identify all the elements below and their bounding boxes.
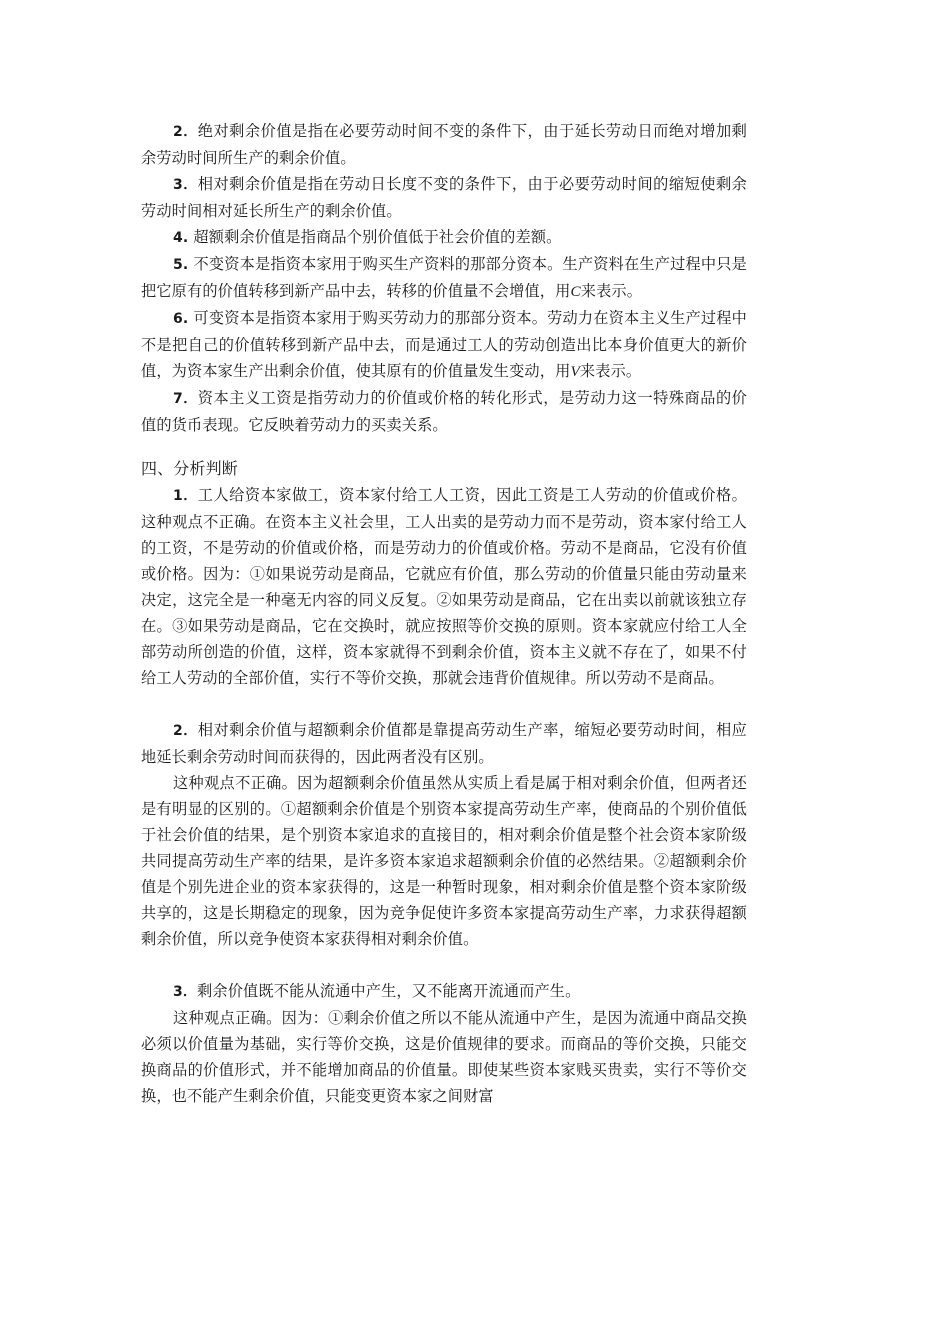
definition-text-end: 来表示。 xyxy=(580,282,643,300)
definition-text: 超额剩余价值是指商品个别价值低于社会价值的差额。 xyxy=(193,228,562,246)
item-number: 7． xyxy=(173,391,198,407)
item-number: 2． xyxy=(173,723,198,739)
item-number: 6. xyxy=(173,311,194,327)
definition-6 xyxy=(141,305,747,385)
definition-text: 不变资本是指资本家用于购买生产资料的那部分资本。生产资料在生产过程中只是把它原有的价值转移到新产品中去，转移的价值量不会增值，用 xyxy=(141,255,748,300)
definition-text: 相对剩余价值是指在劳动日长度不变的条件下，由于必要劳动时间的缩短使剩余劳动时间相对延长所生产的剩余价值。 xyxy=(141,175,748,220)
item-number: 3． xyxy=(173,177,198,193)
analysis-item-3-statement xyxy=(141,978,747,1005)
item-number: 4. xyxy=(173,230,194,246)
definition-3 xyxy=(141,171,747,224)
document-page xyxy=(141,118,747,1109)
definition-2 xyxy=(141,118,747,171)
analysis-item-3-answer: 这种观点正确。因为：①剩余价值之所以不能从流通中产生，是因为流通中商品交换必须以价值量为基础，实行等价交换，这是价值规律的要求。而商品的等价交换，只能交换商品的价值形式，并不能增加商品的价值量。即使某些资本家贱买贵卖，实行不等价交换，也不能产生剩余价值，只能变更资本家之间财富 xyxy=(141,1009,747,1105)
item-number: 1． xyxy=(173,488,198,504)
analysis-text: 工人给资本家做工，资本家付给工人工资，因此工资是工人劳动的价值或价格。这种观点不正确。在资本主义社会里，工人出卖的是劳动力而不是劳动，资本家付给工人的工资，不是劳动的价值或价格，而是劳动力的价值或价格。劳动不是商品，它没有价值或价格。因为：①如果说劳动是商品，它就应有价值，那么劳动的价值量只能由劳动量来决定，这完全是一种毫无内容的同义反复。②如果劳动是商品，它在出卖以前就该独立存在。③如果劳动是商品，它在交换时，就应按照等价交换的原则。资本家就应付给工人全部劳动所创造的价值，这样，资本家就得不到剩余价值，资本主义就不存在了，如果不付给工人劳动的全部价值，实行不等价交换，那就会违背价值规律。所以劳动不是商品。 xyxy=(141,486,748,687)
analysis-statement: 相对剩余价值与超额剩余价值都是靠提高劳动生产率，缩短必要劳动时间，相应地延长剩余劳动时间而获得的，因此两者没有区别。 xyxy=(141,721,748,766)
definition-4 xyxy=(141,224,747,251)
variable-symbol: C xyxy=(570,283,581,300)
analysis-statement: 剩余价值既不能从流通中产生，又不能离开流通而产生。 xyxy=(197,982,581,1000)
definition-7 xyxy=(141,385,747,438)
definition-text: 绝对剩余价值是指在必要劳动时间不变的条件下，由于延长劳动日而绝对增加剩余劳动时间所生产的剩余价值。 xyxy=(141,122,748,167)
definition-text-end: 来表示。 xyxy=(579,362,642,380)
item-number: 5. xyxy=(173,257,194,273)
analysis-item-2-answer: 这种观点不正确。因为超额剩余价值虽然从实质上看是属于相对剩余价值，但两者还是有明显的区别的。①超额剩余价值是个别资本家提高劳动生产率，使商品的个别价值低于社会价值的结果，是个别资本家追求的直接目的，相对剩余价值是整个社会资本家阶级共同提高劳动生产率的结果，是许多资本家追求超额剩余价值的必然结果。②超额剩余价值是个别先进企业的资本家获得的，这是一种暂时现象，相对剩余价值是整个资本家阶级共享的，这是长期稳定的现象，因为竞争促使许多资本家提高劳动生产率，力求获得超额剩余价值，所以竞争使资本家获得相对剩余价值。 xyxy=(141,774,747,948)
analysis-item-2-statement xyxy=(141,717,747,770)
analysis-item-1 xyxy=(141,482,747,691)
definition-text: 可变资本是指资本家用于购买劳动力的那部分资本。劳动力在资本主义生产过程中不是把自己的价值转移到新产品中去，而是通过工人的劳动创造出比本身价值更大的新价值，为资本家生产出剩余价值，使其原有的价值量发生变动，用 xyxy=(141,309,748,380)
section-heading: 四、分析判断 xyxy=(141,459,238,478)
definition-text: 资本主义工资是指劳动力的价值或价格的转化形式，是劳动力这一特殊商品的价值的货币表现。它反映着劳动力的买卖关系。 xyxy=(141,389,748,434)
item-number: 3． xyxy=(173,984,198,1000)
variable-symbol: V xyxy=(570,363,580,380)
definition-5 xyxy=(141,251,747,305)
item-number: 2． xyxy=(173,124,198,140)
